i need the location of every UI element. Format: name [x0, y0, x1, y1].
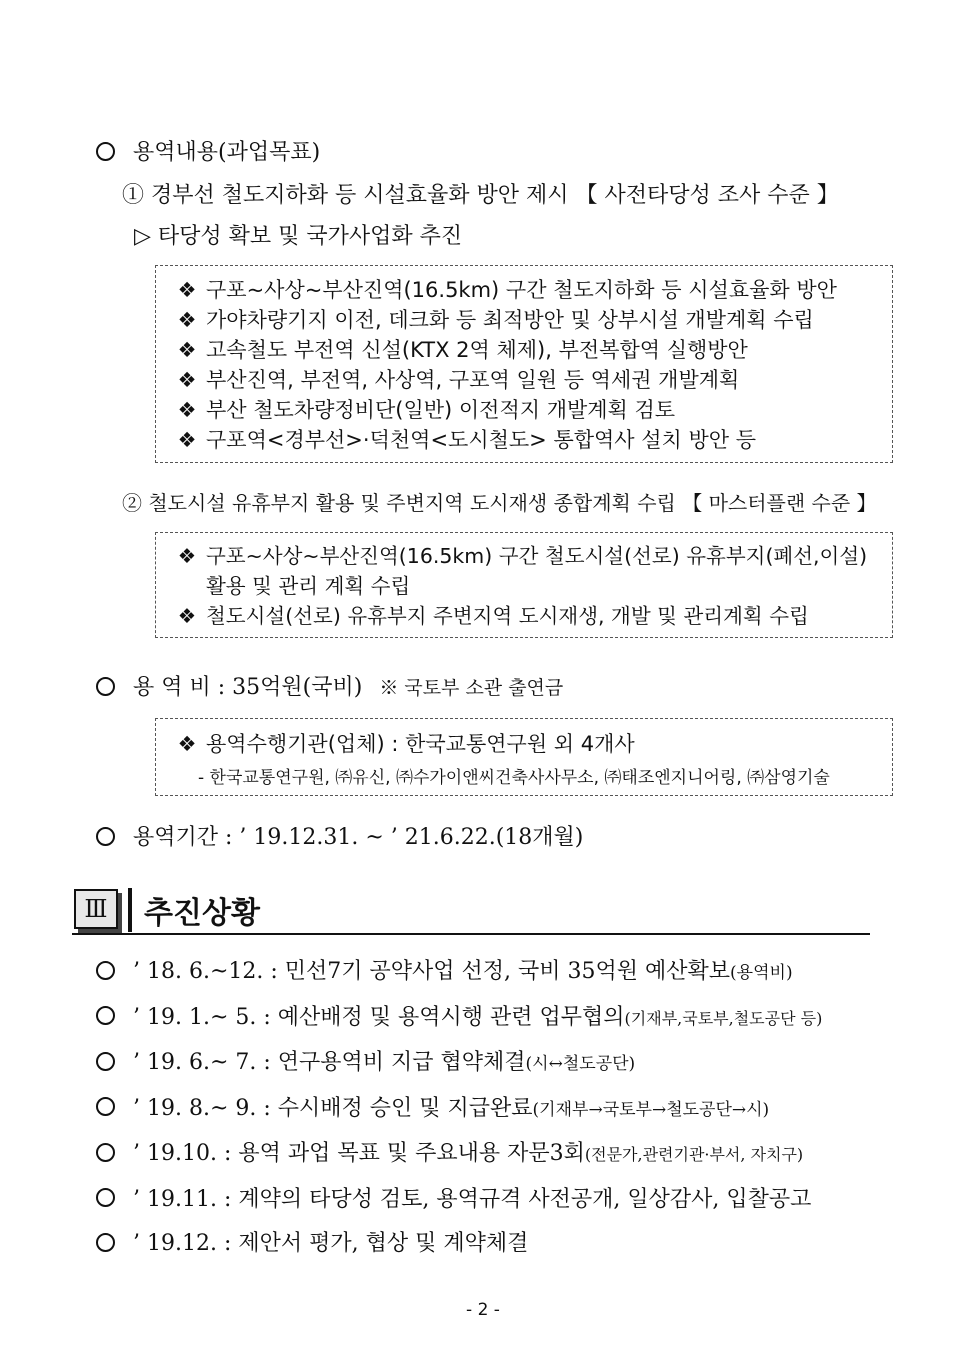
circle-bullet-icon: [96, 1006, 115, 1025]
period-line: 용역기간 : ’ 19.12.31. ~ ’ 21.6.22.(18개월): [96, 820, 583, 851]
scope-item-1-sub: ▷ 타당성 확보 및 국가사업화 추진: [134, 224, 463, 249]
circle-bullet-icon: [96, 677, 115, 696]
progress-item: ’ 19.11. : 계약의 타당성 검토, 용역규격 사전공개, 일상감사, 입찰공고: [96, 1178, 822, 1223]
bullet-row: ❖ 구포~사상~부산진역(16.5km) 구간 철도시설(선로) 유휴부지(폐선,이설): [176, 541, 867, 571]
contractor-members: - 한국교통연구원, ㈜유신, ㈜수가이앤씨건축사사무소, ㈜태조엔지니어링, ㈜삼영기술: [198, 768, 830, 788]
bullet-row: ❖ 가야차량기지 이전, 데크화 등 최적방안 및 상부시설 개발계획 수립: [176, 305, 837, 335]
section-title: 추진상황: [144, 896, 260, 931]
scope-item-1-bullets: [176, 275, 837, 455]
bullet-row: ❖ 구포역<경부선>·덕천역<도시철도> 통합역사 설치 방안 등: [176, 425, 837, 455]
bullet-row: ❖ 부산진역, 부전역, 사상역, 구포역 일원 등 역세권 개발계획: [176, 365, 837, 395]
contractor-line: ❖ 용역수행기관(업체) : 한국교통연구원 외 4개사: [177, 732, 635, 756]
diamond-bullet-icon: ❖: [177, 338, 197, 362]
circle-bullet-icon: [96, 827, 115, 846]
diamond-bullet-icon: ❖: [177, 604, 197, 628]
diamond-bullet-icon: ❖: [177, 368, 197, 392]
progress-item: ’ 19.12. : 제안서 평가, 협상 및 계약체결: [96, 1222, 822, 1267]
circle-bullet-icon: [96, 142, 115, 161]
circle-bullet-icon: [96, 1097, 115, 1116]
bullet-row: ❖ 고속철도 부전역 신설(KTX 2역 체제), 부전복합역 실행방안: [176, 335, 837, 365]
page-number: - 2 -: [466, 1300, 500, 1320]
progress-item: ’ 18. 6.~12. : 민선7기 공약사업 선정, 국비 35억원 예산확보(용역비): [96, 950, 822, 996]
diamond-bullet-icon: ❖: [177, 732, 197, 756]
scope-item-1: ① 경부선 철도지하화 등 시설효율화 방안 제시 【 사전타당성 조사 수준 】: [122, 183, 839, 208]
diamond-bullet-icon: ❖: [177, 398, 197, 422]
diamond-bullet-icon: ❖: [177, 278, 197, 302]
scope-item-2: ② 철도시설 유휴부지 활용 및 주변지역 도시재생 종합계획 수립 【 마스터플랜 수준 】: [122, 491, 877, 515]
bullet-row: ❖ 철도시설(선로) 유휴부지 주변지역 도시재생, 개발 및 관리계획 수립: [176, 601, 867, 631]
triangle-arrow-icon: ▷: [134, 224, 151, 249]
section-underline: [72, 933, 870, 935]
bullet-row: ❖ 구포~사상~부산진역(16.5km) 구간 철도지하화 등 시설효율화 방안: [176, 275, 837, 305]
circle-bullet-icon: [96, 961, 115, 980]
progress-item: ’ 19. 8.~ 9. : 수시배정 승인 및 지급완료(기재부→국토부→철도공단→시): [96, 1087, 822, 1133]
diamond-bullet-icon: ❖: [177, 428, 197, 452]
scope-heading: 용역내용(과업목표): [96, 135, 320, 166]
progress-list: [96, 950, 822, 1267]
circle-bullet-icon: [96, 1143, 115, 1162]
progress-item: ’ 19. 6.~ 7. : 연구용역비 지급 협약체결(시↔철도공단): [96, 1041, 822, 1087]
diamond-bullet-icon: ❖: [177, 308, 197, 332]
circle-bullet-icon: [96, 1052, 115, 1071]
circle-bullet-icon: [96, 1188, 115, 1207]
bullet-row-continuation: 활용 및 관리 계획 수립: [206, 574, 411, 598]
section-divider: [128, 888, 132, 932]
circle-bullet-icon: [96, 1233, 115, 1252]
diamond-bullet-icon: ❖: [177, 544, 197, 568]
progress-item: ’ 19. 1.~ 5. : 예산배정 및 용역시행 관련 업무협의(기재부,국토부,철도공단 등): [96, 996, 822, 1042]
progress-item: ’ 19.10. : 용역 과업 목표 및 주요내용 자문3회(전문가,관련기관·부서, 자치구): [96, 1132, 822, 1178]
cost-line: 용 역 비 : 35억원(국비) ※ 국토부 소관 출연금: [96, 670, 563, 701]
section-number: Ⅲ: [74, 889, 118, 929]
bullet-row: ❖ 부산 철도차량정비단(일반) 이전적지 개발계획 검토: [176, 395, 837, 425]
scope-item-2-bullets: [176, 541, 867, 631]
